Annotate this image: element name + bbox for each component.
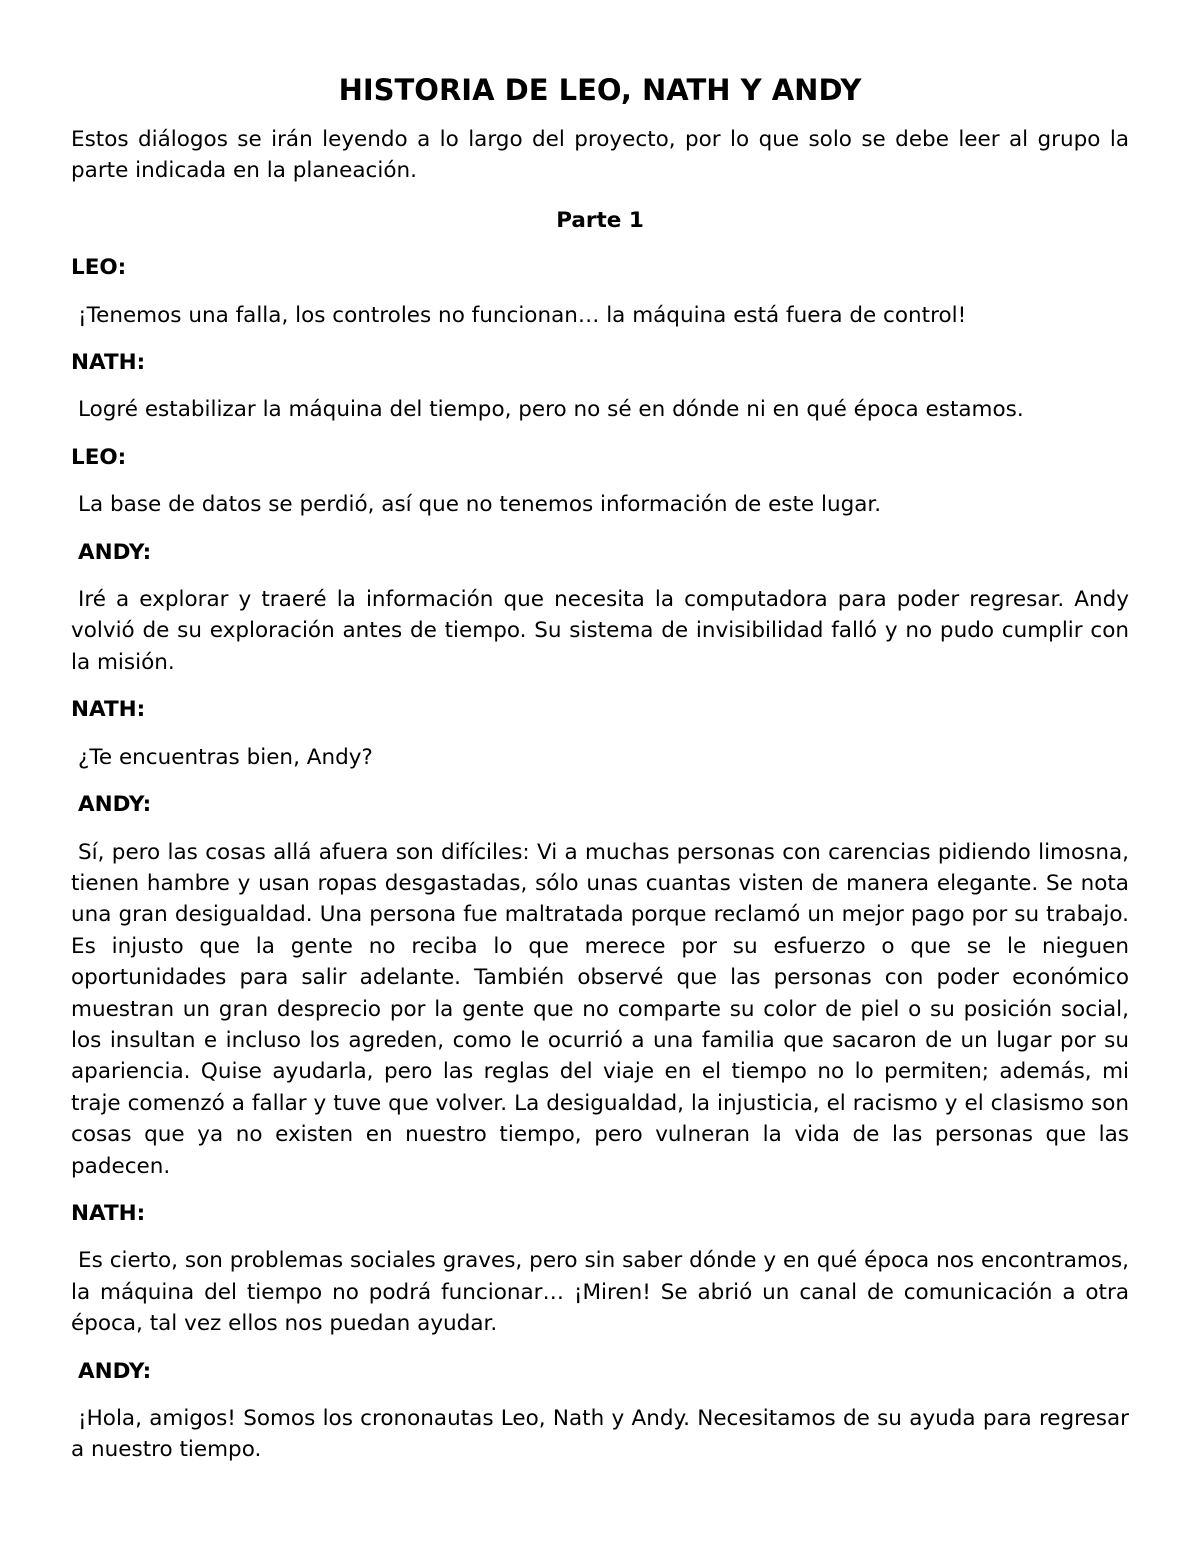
speaker-label: ANDY: — [78, 1358, 152, 1384]
dialogue-line: ¡Tenemos una falla, los controles no funcionan… la máquina está fuera de control! — [78, 302, 967, 328]
dialogue-line: ¿Te encuentras bien, Andy? — [78, 744, 373, 770]
dialogue-line: Es cierto, son problemas sociales graves, pero sin saber dónde y en qué época nos encontramos, la máquina del tiempo no podrá funcionar… ¡Miren! Se abrió un canal de comunicación a otra época, tal vez ellos nos puedan ayudar. — [71, 1248, 1129, 1337]
part-heading: Parte 1 — [556, 207, 644, 233]
speaker-label: ANDY: — [78, 792, 152, 818]
speaker-label: NATH: — [71, 1200, 146, 1226]
speaker-label: NATH: — [71, 350, 146, 376]
document-page — [71, 70, 1129, 1482]
speaker-label: LEO: — [71, 444, 127, 470]
dialogue-line: Sí, pero las cosas allá afuera son difíciles: Vi a muchas personas con carencias pidiendo limosna, tienen hambre y usan ropas desgastadas, sólo unas cuantas visten de manera elegante. Se nota una gran desigualdad. Una persona fue maltratada porque reclamó un mejor pago por su trabajo. Es injusto que la gente no reciba lo que merece por su esfuerzo o que se le nieguen oportunidades para salir adelante. También observé que las personas con poder económico muestran un gran desprecio por la gente que no comparte su color de piel o su posición social, los insultan e incluso los agreden, como le ocurrió a una familia que sacaron de un lugar por su apariencia. Quise ayudarla, pero las reglas del viaje en el tiempo no lo permiten; además, mi traje comenzó a fallar y tuve que volver. La desigualdad, la injusticia, el racismo y el clasismo son cosas que ya no existen en nuestro tiempo, pero vulneran la vida de las personas que las padecen. — [71, 839, 1129, 1179]
speaker-label: ANDY: — [78, 539, 152, 565]
dialogue-line: Logré estabilizar la máquina del tiempo, pero no sé en dónde ni en qué época estamos. — [78, 397, 1024, 423]
dialogue-line: La base de datos se perdió, así que no tenemos información de este lugar. — [78, 492, 882, 518]
dialogue-line: Iré a explorar y traeré la información que necesita la computadora para poder regresar. Andy volvió de su exploración antes de tiempo. Su sistema de invisibilidad falló y no pudo cumplir con la misión. — [71, 587, 1129, 675]
speaker-label: LEO: — [71, 255, 127, 281]
intro-paragraph: Estos diálogos se irán leyendo a lo largo del proyecto, por lo que solo se debe leer al grupo la parte indicada en la planeación. — [71, 127, 1129, 184]
speaker-label: NATH: — [71, 697, 146, 723]
document-title: HISTORIA DE LEO, NATH Y ANDY — [338, 73, 862, 107]
dialogue-line: ¡Hola, amigos! Somos los crononautas Leo, Nath y Andy. Necesitamos de su ayuda para regresar a nuestro tiempo. — [71, 1406, 1129, 1463]
